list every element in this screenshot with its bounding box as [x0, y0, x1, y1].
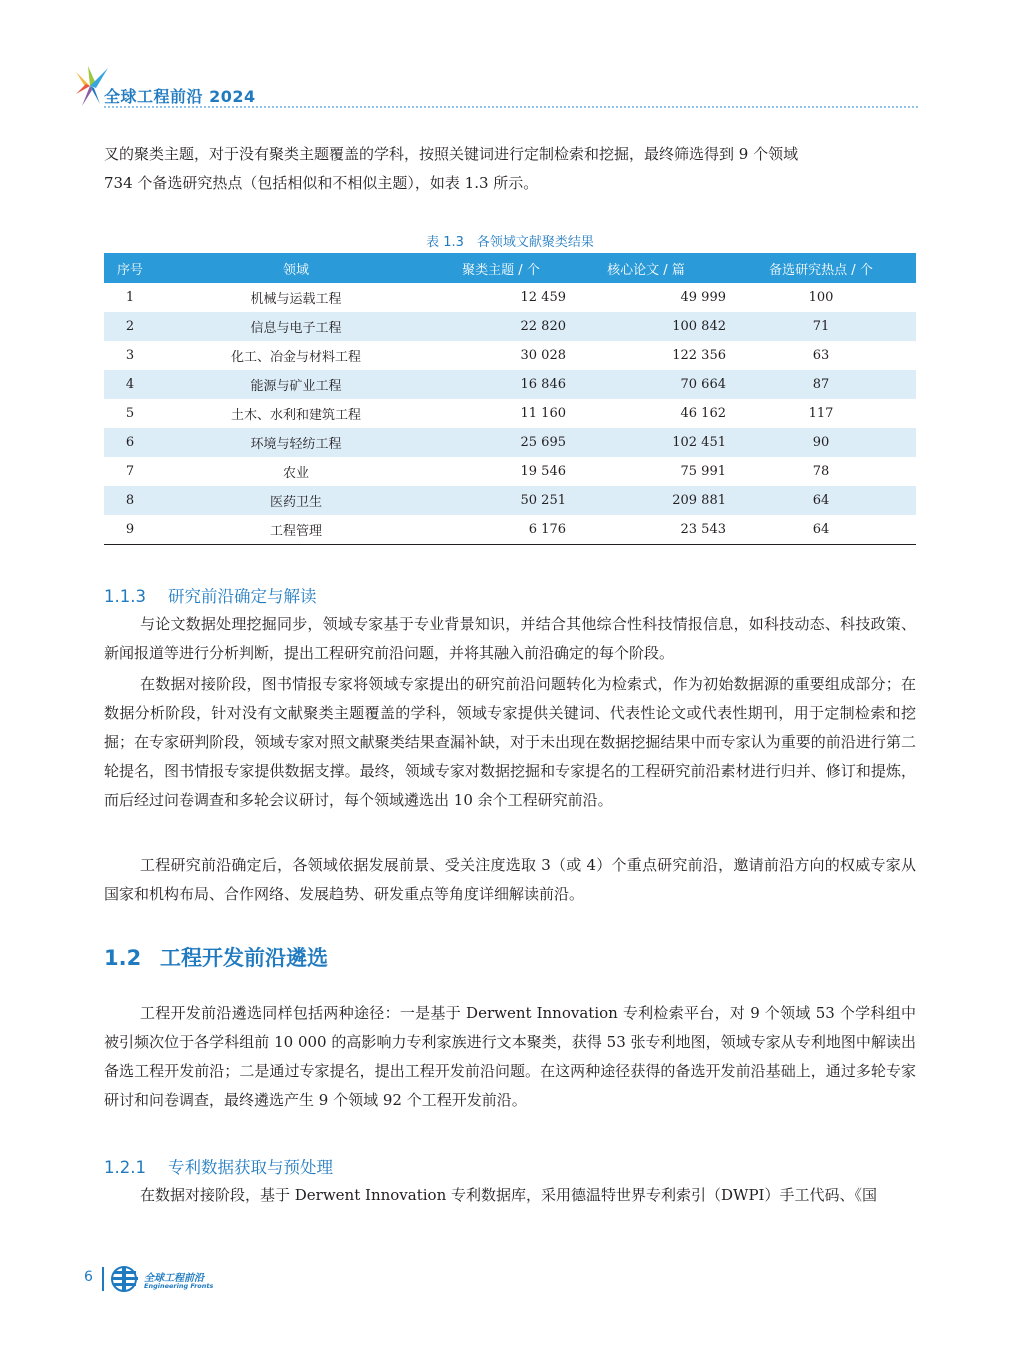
cell-hotspots: 71	[726, 312, 916, 341]
cell-hotspots: 64	[726, 515, 916, 545]
cell-clusters: 19 546	[520, 464, 566, 479]
table-row	[104, 428, 916, 457]
column-header-field: 领域	[156, 253, 436, 283]
cell-hotspots: 64	[726, 486, 916, 515]
cell-index: 5	[125, 406, 135, 421]
table-row	[104, 515, 916, 545]
cell-index: 9	[104, 515, 156, 545]
section-title: 研究前沿确定与解读	[168, 587, 317, 606]
cell-core-papers: 70 664	[566, 370, 726, 399]
cell-hotspots: 78	[812, 464, 830, 479]
cell-hotspots: 63	[812, 348, 830, 363]
cell-core-papers: 122 356	[672, 348, 726, 363]
table-caption: 表 1.3 各领域文献聚类结果	[426, 235, 594, 250]
header-dotted-rule	[104, 106, 918, 108]
cell-core-papers: 100 842	[566, 312, 726, 341]
table-row	[104, 370, 916, 399]
cell-field: 土木、水利和建筑工程	[230, 408, 361, 423]
cell-hotspots: 100	[808, 290, 834, 305]
cell-clusters: 16 846	[436, 370, 566, 399]
column-header-core-papers: 核心论文 / 篇	[566, 253, 726, 283]
cell-clusters: 6 176	[436, 515, 566, 545]
cell-field: 环境与轻纺工程	[156, 428, 436, 457]
cell-clusters: 50 251	[436, 486, 566, 515]
section-title: 工程开发前沿遴选	[160, 946, 328, 970]
cell-core-papers: 49 999	[680, 290, 726, 305]
section-title: 专利数据获取与预处理	[168, 1158, 333, 1177]
cell-field: 信息与电子工程	[156, 312, 436, 341]
cell-index: 3	[125, 348, 135, 363]
running-header	[72, 64, 918, 108]
cell-index: 2	[104, 312, 156, 341]
column-header-clusters: 聚类主题 / 个	[436, 253, 566, 283]
cell-clusters: 12 459	[520, 290, 566, 305]
column-header-index: 序号	[104, 253, 156, 283]
paragraph: 工程研究前沿确定后，各领域依据发展前景、受关注度选取 3（或 4）个重点研究前沿，邀请前沿方向的权威专家从国家和机构布局、合作网络、发展趋势、研发重点等角度详细解读前沿。	[104, 856, 916, 903]
cell-core-papers: 46 162	[680, 406, 726, 421]
cell-hotspots: 87	[726, 370, 916, 399]
section-number: 1.2.1	[104, 1158, 146, 1177]
cell-hotspots: 90	[726, 428, 916, 457]
table-row	[104, 399, 916, 428]
cell-field: 能源与矿业工程	[156, 370, 436, 399]
cell-index: 4	[104, 370, 156, 399]
table-row	[104, 341, 916, 370]
table-row	[104, 486, 916, 515]
paragraph: 工程开发前沿遴选同样包括两种途径：一是基于 Derwent Innovation 专利检索平台，对 9 个领域 53 个学科组中被引频次位于各学科组前 10 000 的高影响力专利家族进行文本聚类，获得 53 张专利地图，领域专家从专利地图中解读出备选工程开发前沿；二是通过专家提名，提出工程开发前沿问题。在这两种途径获得的备选开发前沿基础上，通过多轮专家研讨和问卷调查，最终遴选产生 9 个领域 92 个工程开发前沿。	[104, 1004, 916, 1109]
section-number: 1.2	[104, 946, 142, 970]
cell-index: 6	[104, 428, 156, 457]
column-header-hotspots: 备选研究热点 / 个	[726, 253, 916, 283]
table-header-row	[104, 253, 916, 283]
page-number: 6	[84, 1269, 93, 1285]
footer-logo-text: 全球工程前沿	[144, 1273, 204, 1284]
clustering-results-table	[104, 253, 916, 545]
section-number: 1.1.3	[104, 587, 146, 606]
cell-field: 医药卫生	[156, 486, 436, 515]
cell-field: 化工、冶金与材料工程	[230, 350, 361, 365]
cell-core-papers: 209 881	[566, 486, 726, 515]
footer-divider	[102, 1267, 104, 1291]
cell-index: 1	[125, 290, 135, 305]
cell-clusters: 22 820	[436, 312, 566, 341]
engineering-fronts-globe-icon	[110, 1265, 142, 1293]
cell-field: 农业	[282, 466, 309, 481]
cell-clusters: 11 160	[520, 406, 566, 421]
table-row	[104, 283, 916, 312]
intro-line-1: 叉的聚类主题，对于没有聚类主题覆盖的学科，按照关键词进行定制检索和挖掘，最终筛选得到 9 个领域	[104, 145, 799, 163]
cell-core-papers: 75 991	[680, 464, 726, 479]
cell-core-papers: 102 451	[566, 428, 726, 457]
paragraph: 在数据对接阶段，图书情报专家将领域专家提出的研究前沿问题转化为检索式，作为初始数据源的重要组成部分；在数据分析阶段，针对没有文献聚类主题覆盖的学科，领域专家提供关键词、代表性论文或代表性期刊，用于定制检索和挖掘；在专家研判阶段，领域专家对照文献聚类结果查漏补缺，对于未出现在数据挖掘结果中而专家认为重要的前沿进行第二轮提名，图书情报专家提供数据支撑。最终，领域专家对数据挖掘和专家提名的工程研究前沿素材进行归并、修订和提炼，而后经过问卷调查和多轮会议研讨，每个领域遴选出 10 余个工程研究前沿。	[104, 675, 916, 809]
page-footer	[84, 1265, 284, 1295]
cell-field: 工程管理	[156, 515, 436, 545]
cell-index: 8	[104, 486, 156, 515]
cell-core-papers: 23 543	[566, 515, 726, 545]
section-heading-1-1-3	[104, 583, 317, 607]
intro-line-2: 734 个备选研究热点（包括相似和不相似主题），如表 1.3 所示。	[104, 174, 539, 192]
cell-field: 机械与运载工程	[250, 292, 342, 307]
table-row	[104, 312, 916, 341]
section-heading-1-2-1	[104, 1154, 333, 1178]
cell-clusters: 25 695	[436, 428, 566, 457]
cell-hotspots: 117	[808, 406, 834, 421]
section-heading-1-2	[104, 942, 328, 972]
paragraph: 与论文数据处理挖掘同步，领域专家基于专业背景知识，并结合其他综合性科技情报信息，如科技动态、科技政策、新闻报道等进行分析判断，提出工程研究前沿问题，并将其融入前沿确定的每个阶段。	[104, 615, 916, 662]
cell-clusters: 30 028	[520, 348, 566, 363]
header-title: 全球工程前沿 2024	[104, 87, 256, 106]
table-row	[104, 457, 916, 486]
cell-index: 7	[125, 464, 135, 479]
paragraph: 在数据对接阶段，基于 Derwent Innovation 专利数据库，采用德温特世界专利索引（DWPI）手工代码、《国	[140, 1186, 877, 1204]
footer-logo-subtext: Engineering Fronts	[144, 1282, 214, 1290]
